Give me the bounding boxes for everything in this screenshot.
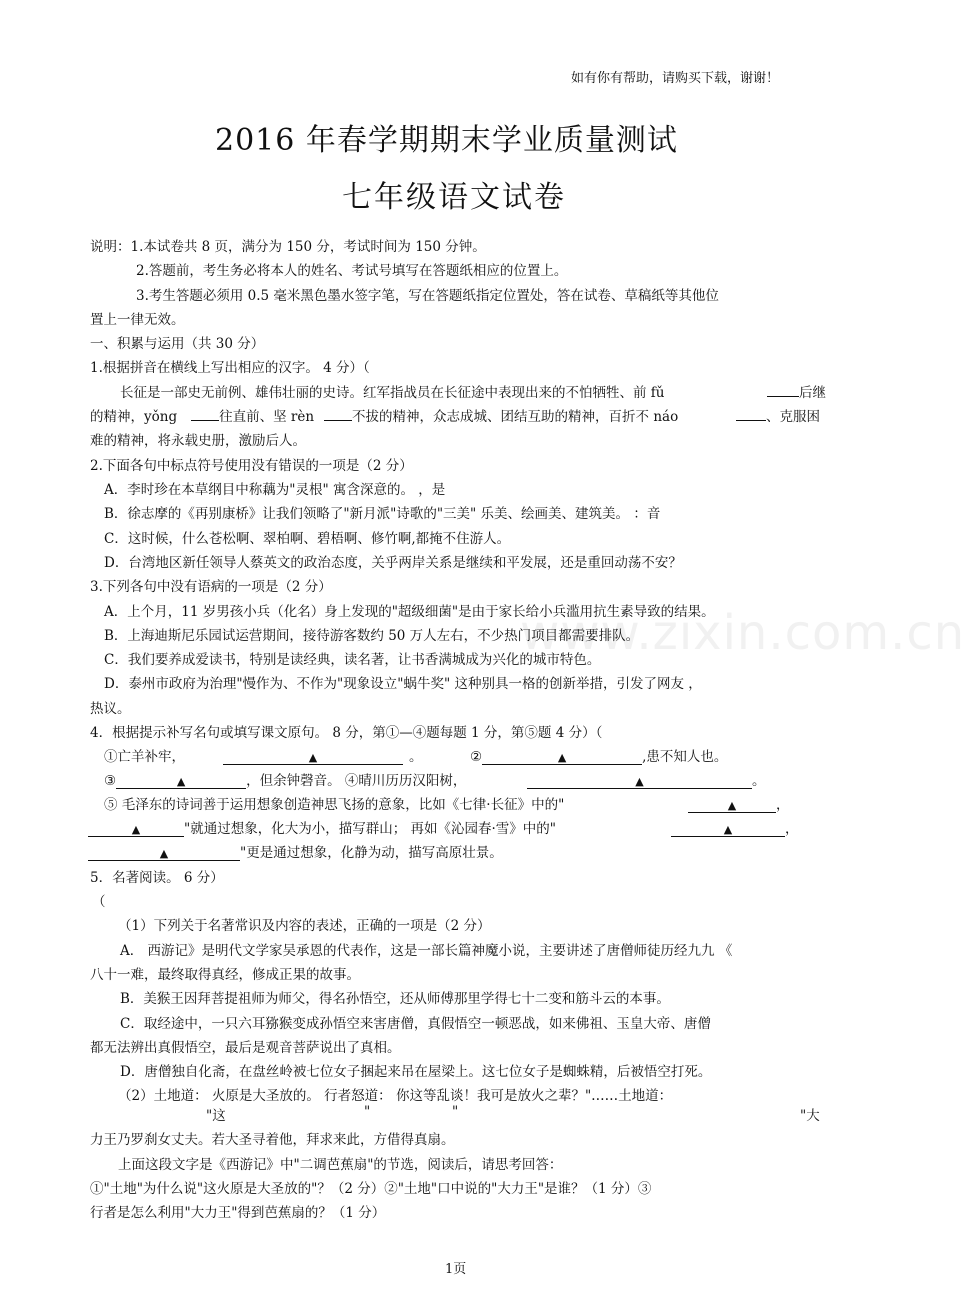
q4-text: ，但余钟磬音。 ④晴川历历汉阳树， (246, 773, 467, 789)
question-4-line-5 (88, 841, 503, 861)
question-1-line-2 (90, 405, 678, 425)
question-3-option-c: C．我们要养成爱读书，特别是读经典，读名著，让书香满城成为兴化的城市特色。 (104, 652, 601, 668)
page-title: 2016 年春学期期末学业质量测试 (215, 123, 678, 158)
question-4-line-1b (470, 745, 727, 765)
q4-text: ,患不知人也。 (642, 749, 728, 765)
q4-text: "就通过想象，化大为小，描写群山； 再如《沁园春·雪》中的" (184, 821, 557, 837)
q1-text-d: 、克服困 (766, 409, 820, 425)
watermark: www.zixin.com.cn (520, 605, 965, 661)
q4-text: ② (470, 749, 483, 765)
instruction-line-2: 2.答题前，考生务必将本人的姓名、考试号填写在答题纸相应的位置上。 (136, 263, 568, 279)
q1-text-b: 往直前、坚 rèn (219, 409, 315, 425)
question-4-line-3-end (688, 793, 790, 813)
question-3-option-d-cont: 热议。 (90, 701, 131, 717)
instruction-line-3: 3.考生答题必须用 0.5 毫米黑色墨水签字笔，写在答题纸指定位置处，答在试卷、草稿纸等其他位 (136, 288, 719, 304)
instruction-line-4: 置上一律无效。 (90, 312, 185, 328)
triangle-marker: ▲ (635, 775, 644, 788)
question-4-line-2b (527, 769, 766, 789)
question-2-option-b: B．徐志摩的《再别康桥》让我们领略了"新月派"诗歌的"三美" 乐美、绘画美、建筑美。 ：音 (104, 506, 661, 522)
triangle-marker: ▲ (557, 751, 567, 764)
q4-text: ， (785, 821, 799, 837)
q4-text: ①亡羊补牢， (104, 749, 185, 765)
question-5-option-d: D．唐僧独自化斋，在盘丝岭被七位女子捆起来吊在屋梁上。这七位女子是蜘蛛精，后被悟空打死。 (120, 1064, 712, 1080)
question-4-line-4-end (671, 817, 799, 837)
q1-text-c: 不拔的精神，众志成城、团结互助的精神，百折不 náo (352, 409, 679, 425)
triangle-marker: ▲ (131, 823, 141, 836)
header-note: 如有你有帮助，请购买下载，谢谢！ (571, 71, 780, 86)
answer-blank[interactable] (767, 381, 799, 397)
question-5-option-a: A． 西游记》是明代文学家吴承恩的代表作，这是一部长篇神魔小说，主要讲述了唐僧师徒历经九九 《 (120, 943, 733, 959)
answer-blank[interactable] (88, 845, 240, 861)
answer-blank[interactable] (88, 821, 184, 837)
question-4-line-2 (104, 769, 466, 789)
question-2-stem: 2.下面各句中标点符号使用没有错误的一项是（2 分） (90, 458, 413, 474)
question-4-line-1 (104, 745, 423, 765)
answer-blank[interactable] (688, 797, 776, 813)
page-number: 1页 (445, 1262, 467, 1277)
question-1-line-1-end (767, 381, 826, 401)
answer-blank[interactable] (527, 773, 752, 789)
question-5-tasks-cont: 行者是怎么利用"大力王"得到芭蕉扇的？（1 分） (90, 1205, 386, 1221)
answer-blank[interactable] (736, 405, 766, 421)
quote-mark-1: "这 (206, 1108, 226, 1124)
question-1-line-1-tail: 后继 (799, 385, 826, 401)
question-1-line-1: 长征是一部史无前例、雄伟壮丽的史诗。红军指战员在长征途中表现出来的不怕牺牲、前 fǔ (120, 385, 665, 401)
q4-text: 。 (752, 773, 766, 789)
question-5-stem: 5．名著阅读。 6 分） (90, 870, 224, 886)
question-1-line-2-end (736, 405, 820, 425)
q4-text: "更是通过想象，化静为动，描写高原壮景。 (240, 845, 503, 861)
question-5-sub-2-cont: 力王乃罗刹女丈夫。若大圣寻着他，拜求来此，方借得真扇。 (90, 1132, 455, 1148)
answer-blank[interactable] (191, 405, 219, 421)
quote-mark-2: " (364, 1104, 371, 1120)
question-2-option-d: D．台湾地区新任领导人蔡英文的政治态度，关乎两岸关系是继续和平发展，还是重回动荡不安？ (104, 555, 682, 571)
question-3-option-a: A．上个月，11 岁男孩小兵（化名）身上发现的"超级细菌"是由于家长给小兵滥用抗生素导致的结果。 (104, 604, 715, 620)
q4-text: ③ (104, 773, 117, 789)
answer-blank[interactable] (223, 749, 403, 765)
question-1-stem: 1.根据拼音在横线上写出相应的汉字。 4 分）（ (90, 360, 370, 376)
question-1-text (120, 381, 664, 401)
question-5-paren: （ (92, 894, 106, 910)
section-heading: 一、积累与运用（共 30 分） (90, 336, 265, 352)
question-4-line-4 (88, 817, 556, 837)
q4-text: ， (776, 797, 790, 813)
question-5-sub-2: （2）土地道： 火原是大圣放的。 行者怒道： 你这等乱谈！我可是放火之辈？"……土地道： (118, 1088, 673, 1104)
quote-mark-4: "大 (800, 1108, 820, 1124)
answer-blank[interactable] (671, 821, 785, 837)
answer-blank[interactable] (116, 773, 246, 789)
q1-text-a: 的精神，yǒng (90, 409, 178, 425)
question-2-option-c: C．这时候，什么苍松啊、翠柏啊、碧梧啊、修竹啊,都掩不住游人。 (104, 531, 511, 547)
triangle-marker: ▲ (159, 847, 169, 860)
instruction-line-1: 说明：1.本试卷共 8 页，满分为 150 分，考试时间为 150 分钟。 (90, 239, 486, 255)
question-5-option-a-cont: 八十一难，最终取得真经，修成正果的故事。 (90, 967, 360, 983)
question-5-intro: 上面这段文字是《西游记》中"二调芭蕉扇"的节选，阅读后，请思考回答： (118, 1157, 563, 1173)
question-3-stem: 3.下列各句中没有语病的一项是（2 分） (90, 579, 332, 595)
answer-blank[interactable] (482, 749, 642, 765)
triangle-marker: ▲ (723, 823, 733, 836)
question-4-stem: 4．根据提示补写名句或填写课文原句。 8 分，第①—④题每题 1 分，第⑤题 4 分）（ (90, 725, 603, 741)
question-5-option-c-cont: 都无法辨出真假悟空，最后是观音菩萨说出了真相。 (90, 1040, 401, 1056)
quote-mark-3: " (452, 1104, 459, 1120)
question-2-option-a: A．李时珍在本草纲目中称藕为"灵根" 寓含深意的。 ，是 (104, 482, 446, 498)
question-5-sub-1: （1）下列关于名著常识及内容的表述，正确的一项是（2 分） (118, 918, 491, 934)
triangle-marker: ▲ (727, 799, 737, 812)
question-4-line-3: ⑤ 毛泽东的诗词善于运用想象创造神思飞扬的意象，比如《七律·长征》中的" (104, 797, 565, 813)
question-5-option-b: B．美猴王因拜菩提祖师为师父，得名孙悟空，还从师傅那里学得七十二变和筋斗云的本事。 (120, 991, 670, 1007)
question-5-option-c: C．取经途中，一只六耳猕猴变成孙悟空来害唐僧，真假悟空一顿恶战，如来佛祖、玉皇大帝、唐僧 (120, 1016, 711, 1032)
triangle-marker: ▲ (308, 751, 318, 764)
triangle-marker: ▲ (176, 775, 186, 788)
question-3-option-d: D．泰州市政府为治理"慢作为、不作为"现象设立"蜗牛奖" 这种别具一格的创新举措，引发了网友 ， (104, 676, 702, 692)
question-1-line-3: 难的精神，将永载史册，激励后人。 (90, 433, 306, 449)
question-5-tasks: ①"土地"为什么说"这火原是大圣放的"？（2 分）②"土地"口中说的"大力王"是谁？（1 分）③ (90, 1181, 652, 1197)
question-3-option-b: B．上海迪斯尼乐园试运营期间，接待游客数约 50 万人左右，不少热门项目都需要排队。 (104, 628, 640, 644)
answer-blank[interactable] (324, 405, 352, 421)
q4-text: 。 (409, 749, 423, 765)
page-subtitle: 七年级语文试卷 (342, 180, 566, 215)
